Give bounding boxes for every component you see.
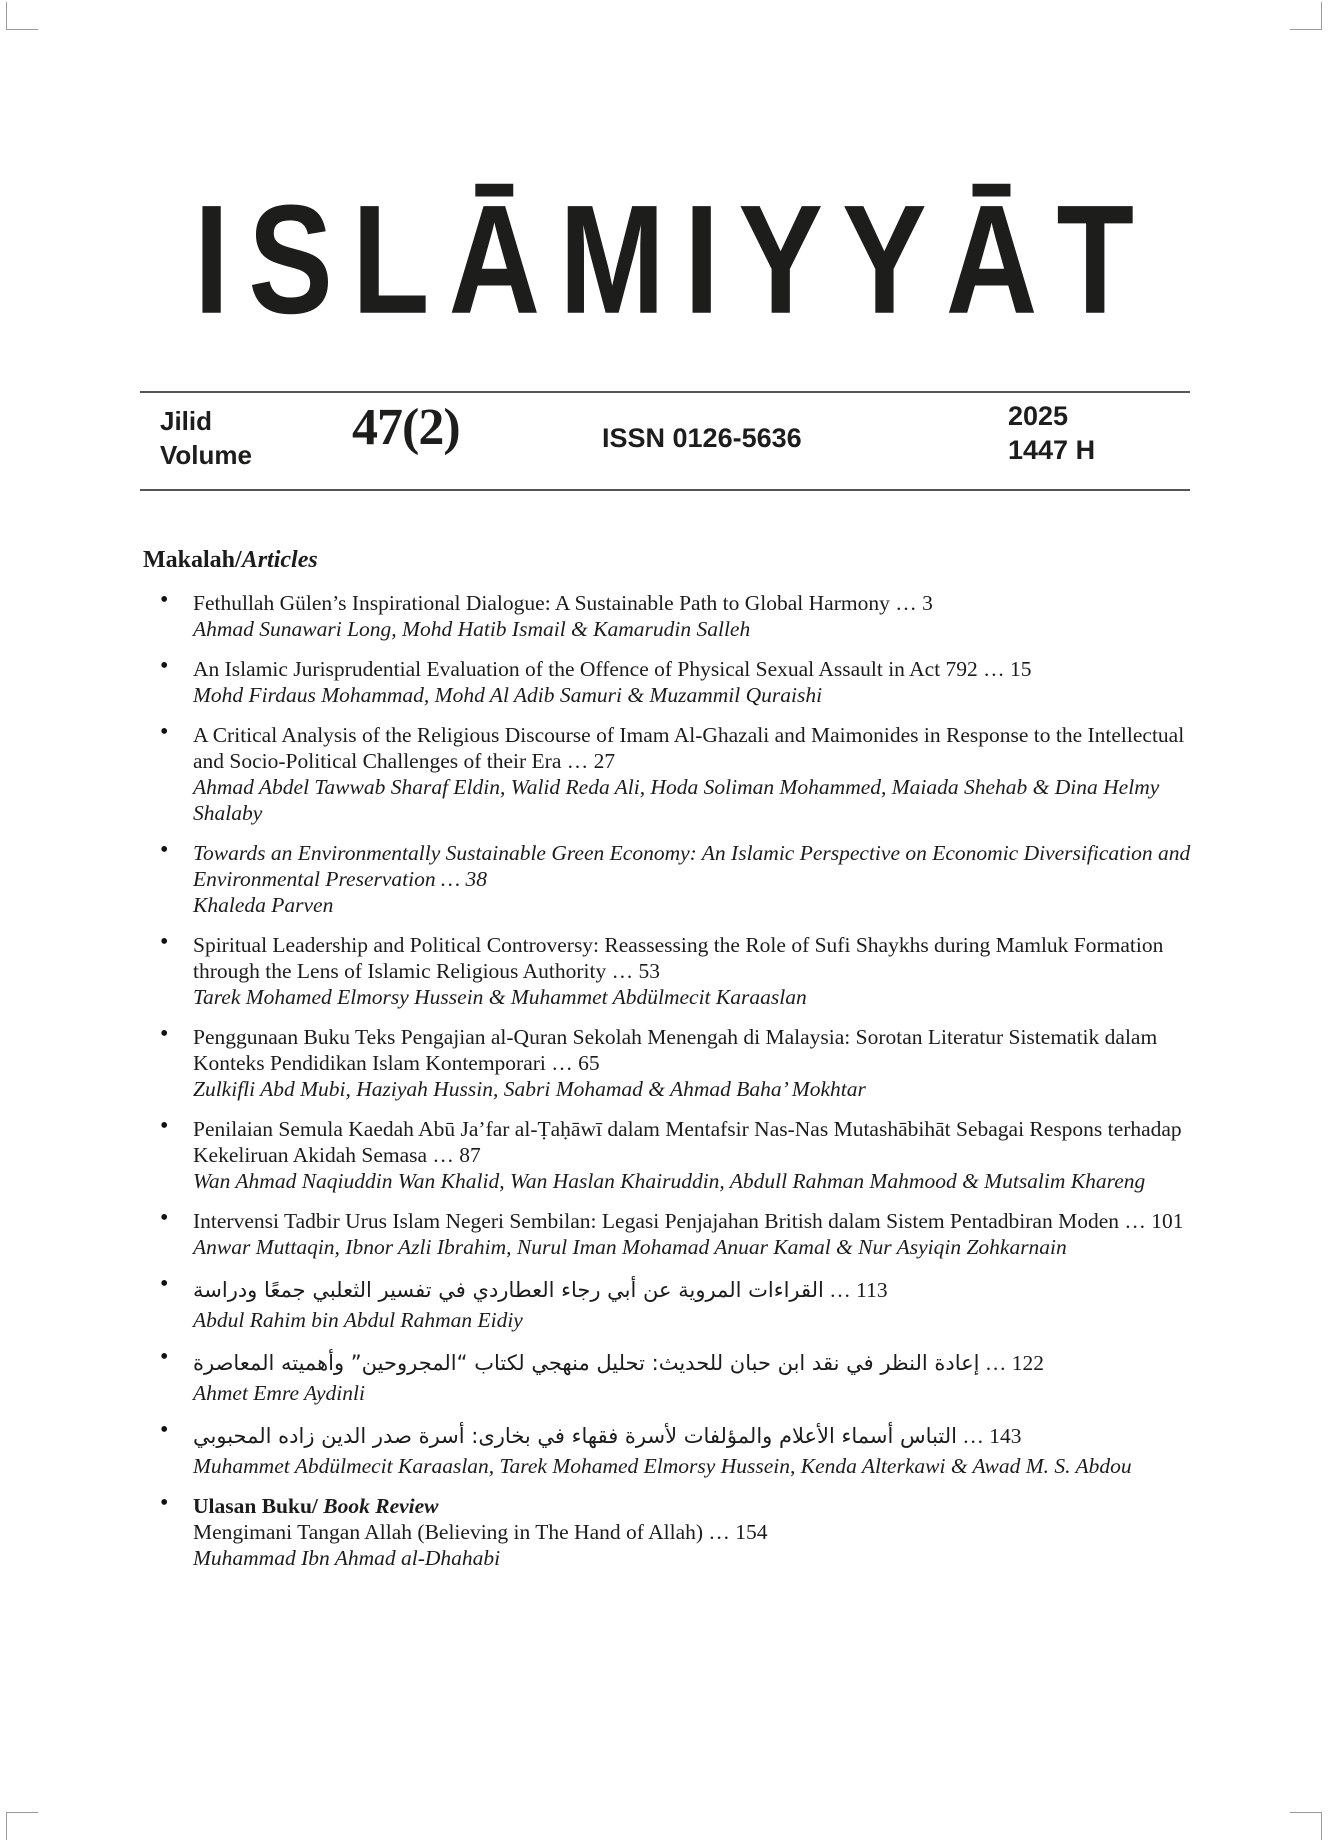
crop-mark-bottom-left	[6, 1812, 7, 1840]
masthead-rule-bottom	[140, 489, 1190, 491]
bullet-icon: •	[160, 1113, 169, 1139]
toc-entry	[143, 837, 1195, 918]
page-number: … 87	[427, 1143, 481, 1167]
toc-entry	[143, 1113, 1195, 1194]
entry-authors: Abdul Rahim bin Abdul Rahman Eidiy	[193, 1308, 523, 1332]
toc-entry	[143, 1021, 1195, 1102]
toc-entry-book-review	[143, 1490, 1195, 1571]
page-number: … 15	[977, 657, 1032, 681]
page-number: … 143	[956, 1424, 1022, 1448]
entry-title: Fethullah Gülen’s Inspirational Dialogue: A Sustainable Path to Global Harmony … 3	[193, 591, 933, 615]
entry-authors: Anwar Muttaqin, Ibnor Azli Ibrahim, Nurul Iman Mohamad Anuar Kamal & Nur Asyiqin Zohkarnain	[193, 1235, 1067, 1259]
volume-strip	[140, 392, 1190, 489]
bullet-icon: •	[160, 929, 169, 955]
toc-entry	[143, 587, 1195, 642]
entry-authors: Mohd Firdaus Mohammad, Mohd Al Adib Samuri & Muzammil Quraishi	[193, 683, 823, 707]
entry-title-arabic: التباس أسماء الأعلام والمؤلفات لأسرة فقهاء في بخارى: أسرة صدر الدين زاده المحبوبي	[193, 1424, 957, 1448]
book-review-heading-italic: Book Review	[323, 1494, 439, 1518]
bullet-icon: •	[160, 1271, 169, 1297]
year-hijri: 1447 H	[1008, 435, 1096, 465]
table-of-contents	[143, 546, 1195, 1585]
toc-entry	[143, 1417, 1195, 1479]
entry-title-arabic: القراءات المروية عن أبي رجاء العطاردي في تفسير الثعلبي جمعًا ودراسة	[193, 1278, 824, 1302]
volume-label-jilid: Jilid	[160, 406, 213, 436]
toc-entry	[143, 1344, 1195, 1406]
section-heading-italic: Articles	[241, 547, 318, 573]
bullet-icon: •	[160, 587, 169, 613]
toc-entry	[143, 719, 1195, 826]
bullet-icon: •	[160, 653, 169, 679]
volume-number: 47(2)	[352, 399, 460, 456]
entry-authors: Ahmad Abdel Tawwab Sharaf Eldin, Walid Reda Ali, Hoda Soliman Mohammed, Maiada Shehab & Dina Helmy Shalaby	[193, 775, 1160, 825]
bullet-icon: •	[160, 1205, 169, 1231]
bullet-icon: •	[160, 1021, 169, 1047]
crop-mark-top-right	[1290, 29, 1322, 30]
toc-entry	[143, 929, 1195, 1010]
entry-authors: Muhammad Ibn Ahmad al-Dhahabi	[193, 1546, 501, 1570]
entry-title: Penggunaan Buku Teks Pengajian al-Quran Sekolah Menengah di Malaysia: Sorotan Literatur Sistematik dalam Konteks Pendidikan Islam Kontemporari … 65	[193, 1025, 1158, 1075]
entry-title: An Islamic Jurisprudential Evaluation of the Offence of Physical Sexual Assault in Act 792 … 15	[193, 657, 1032, 681]
crop-mark-bottom-left	[6, 1812, 38, 1813]
toc-entry	[143, 653, 1195, 708]
entry-title: Spiritual Leadership and Political Controversy: Reassessing the Role of Sufi Shaykhs during Mamluk Formation through the Lens of Islamic Religious Authority … 53	[193, 933, 1164, 983]
crop-mark-top-left	[6, 2, 7, 30]
issn: ISSN 0126-5636	[602, 423, 802, 453]
entry-authors: Ahmet Emre Aydinli	[193, 1381, 365, 1405]
entry-title: A Critical Analysis of the Religious Discourse of Imam Al-Ghazali and Maimonides in Response to the Intellectual and Socio-Political Challenges of their Era … 27	[193, 723, 1185, 773]
page-number: … 53	[606, 959, 660, 983]
page-number: … 101	[1118, 1209, 1184, 1233]
book-review-heading-roman: Ulasan Buku/	[193, 1494, 324, 1518]
year-gregorian: 2025	[1008, 401, 1069, 431]
toc-entry	[143, 1271, 1195, 1333]
bullet-icon: •	[160, 1490, 169, 1516]
entry-title: Towards an Environmentally Sustainable Green Economy: An Islamic Perspective on Economic Diversification and Environmental Preservation … 38	[193, 841, 1191, 891]
crop-mark-bottom-right	[1290, 1812, 1322, 1813]
entry-authors: Tarek Mohamed Elmorsy Hussein & Muhammet Abdülmecit Karaaslan	[193, 985, 807, 1009]
entry-title: Intervensi Tadbir Urus Islam Negeri Sembilan: Legasi Penjajahan British dalam Sistem Pentadbiran Moden … 101	[193, 1209, 1184, 1233]
volume-label-volume: Volume	[160, 440, 252, 470]
page-number: … 65	[545, 1051, 600, 1075]
page-number: … 154	[703, 1520, 768, 1544]
bullet-icon: •	[160, 719, 169, 745]
masthead	[0, 170, 1328, 346]
entry-title-arabic: إعادة النظر في نقد ابن حبان للحديث: تحليل منهجي لكتاب “المجروحين” وأهميته المعاصرة	[193, 1351, 980, 1375]
bullet-icon: •	[160, 1344, 169, 1370]
crop-mark-top-right	[1321, 2, 1322, 30]
entry-title: Penilaian Semula Kaedah Abū Ja’far al-Ṭaḥāwī dalam Mentafsir Nas-Nas Mutashābihāt Sebagai Respons terhadap Kekeliruan Akidah Semasa … 87	[193, 1117, 1182, 1167]
section-heading	[143, 546, 1195, 574]
crop-mark-bottom-right	[1321, 1812, 1322, 1840]
page-number: … 27	[561, 749, 616, 773]
bullet-icon: •	[160, 1417, 169, 1443]
section-heading-roman: Makalah/	[143, 547, 242, 573]
toc-list	[143, 587, 1195, 1571]
page-number: … 122	[979, 1351, 1044, 1375]
volume-label	[160, 404, 252, 472]
book-review-heading	[193, 1493, 1195, 1519]
journal-title-logo: ISLĀMIYYĀT	[193, 172, 1154, 346]
toc-entry	[143, 1205, 1195, 1260]
entry-title	[193, 1347, 1195, 1380]
entry-title: Mengimani Tangan Allah (Believing in The Hand of Allah) … 154	[193, 1520, 768, 1544]
crop-mark-top-left	[6, 29, 38, 30]
entry-authors: Zulkifli Abd Mubi, Haziyah Hussin, Sabri Mohamad & Ahmad Baha’ Mokhtar	[193, 1077, 866, 1101]
entry-authors: Ahmad Sunawari Long, Mohd Hatib Ismail & Kamarudin Salleh	[193, 617, 751, 641]
page-number: … 3	[889, 591, 933, 615]
entry-title	[193, 1274, 1195, 1307]
page-number: … 38	[435, 867, 487, 891]
publication-years	[1008, 399, 1095, 467]
entry-authors: Wan Ahmad Naqiuddin Wan Khalid, Wan Haslan Khairuddin, Abdull Rahman Mahmood & Mutsalim Khareng	[193, 1169, 1146, 1193]
bullet-icon: •	[160, 837, 169, 863]
page-number: … 113	[823, 1278, 888, 1302]
entry-authors: Khaleda Parven	[193, 893, 334, 917]
entry-authors: Muhammet Abdülmecit Karaaslan, Tarek Mohamed Elmorsy Hussein, Kenda Alterkawi & Awad M. S. Abdou	[193, 1454, 1132, 1478]
entry-title	[193, 1420, 1195, 1453]
